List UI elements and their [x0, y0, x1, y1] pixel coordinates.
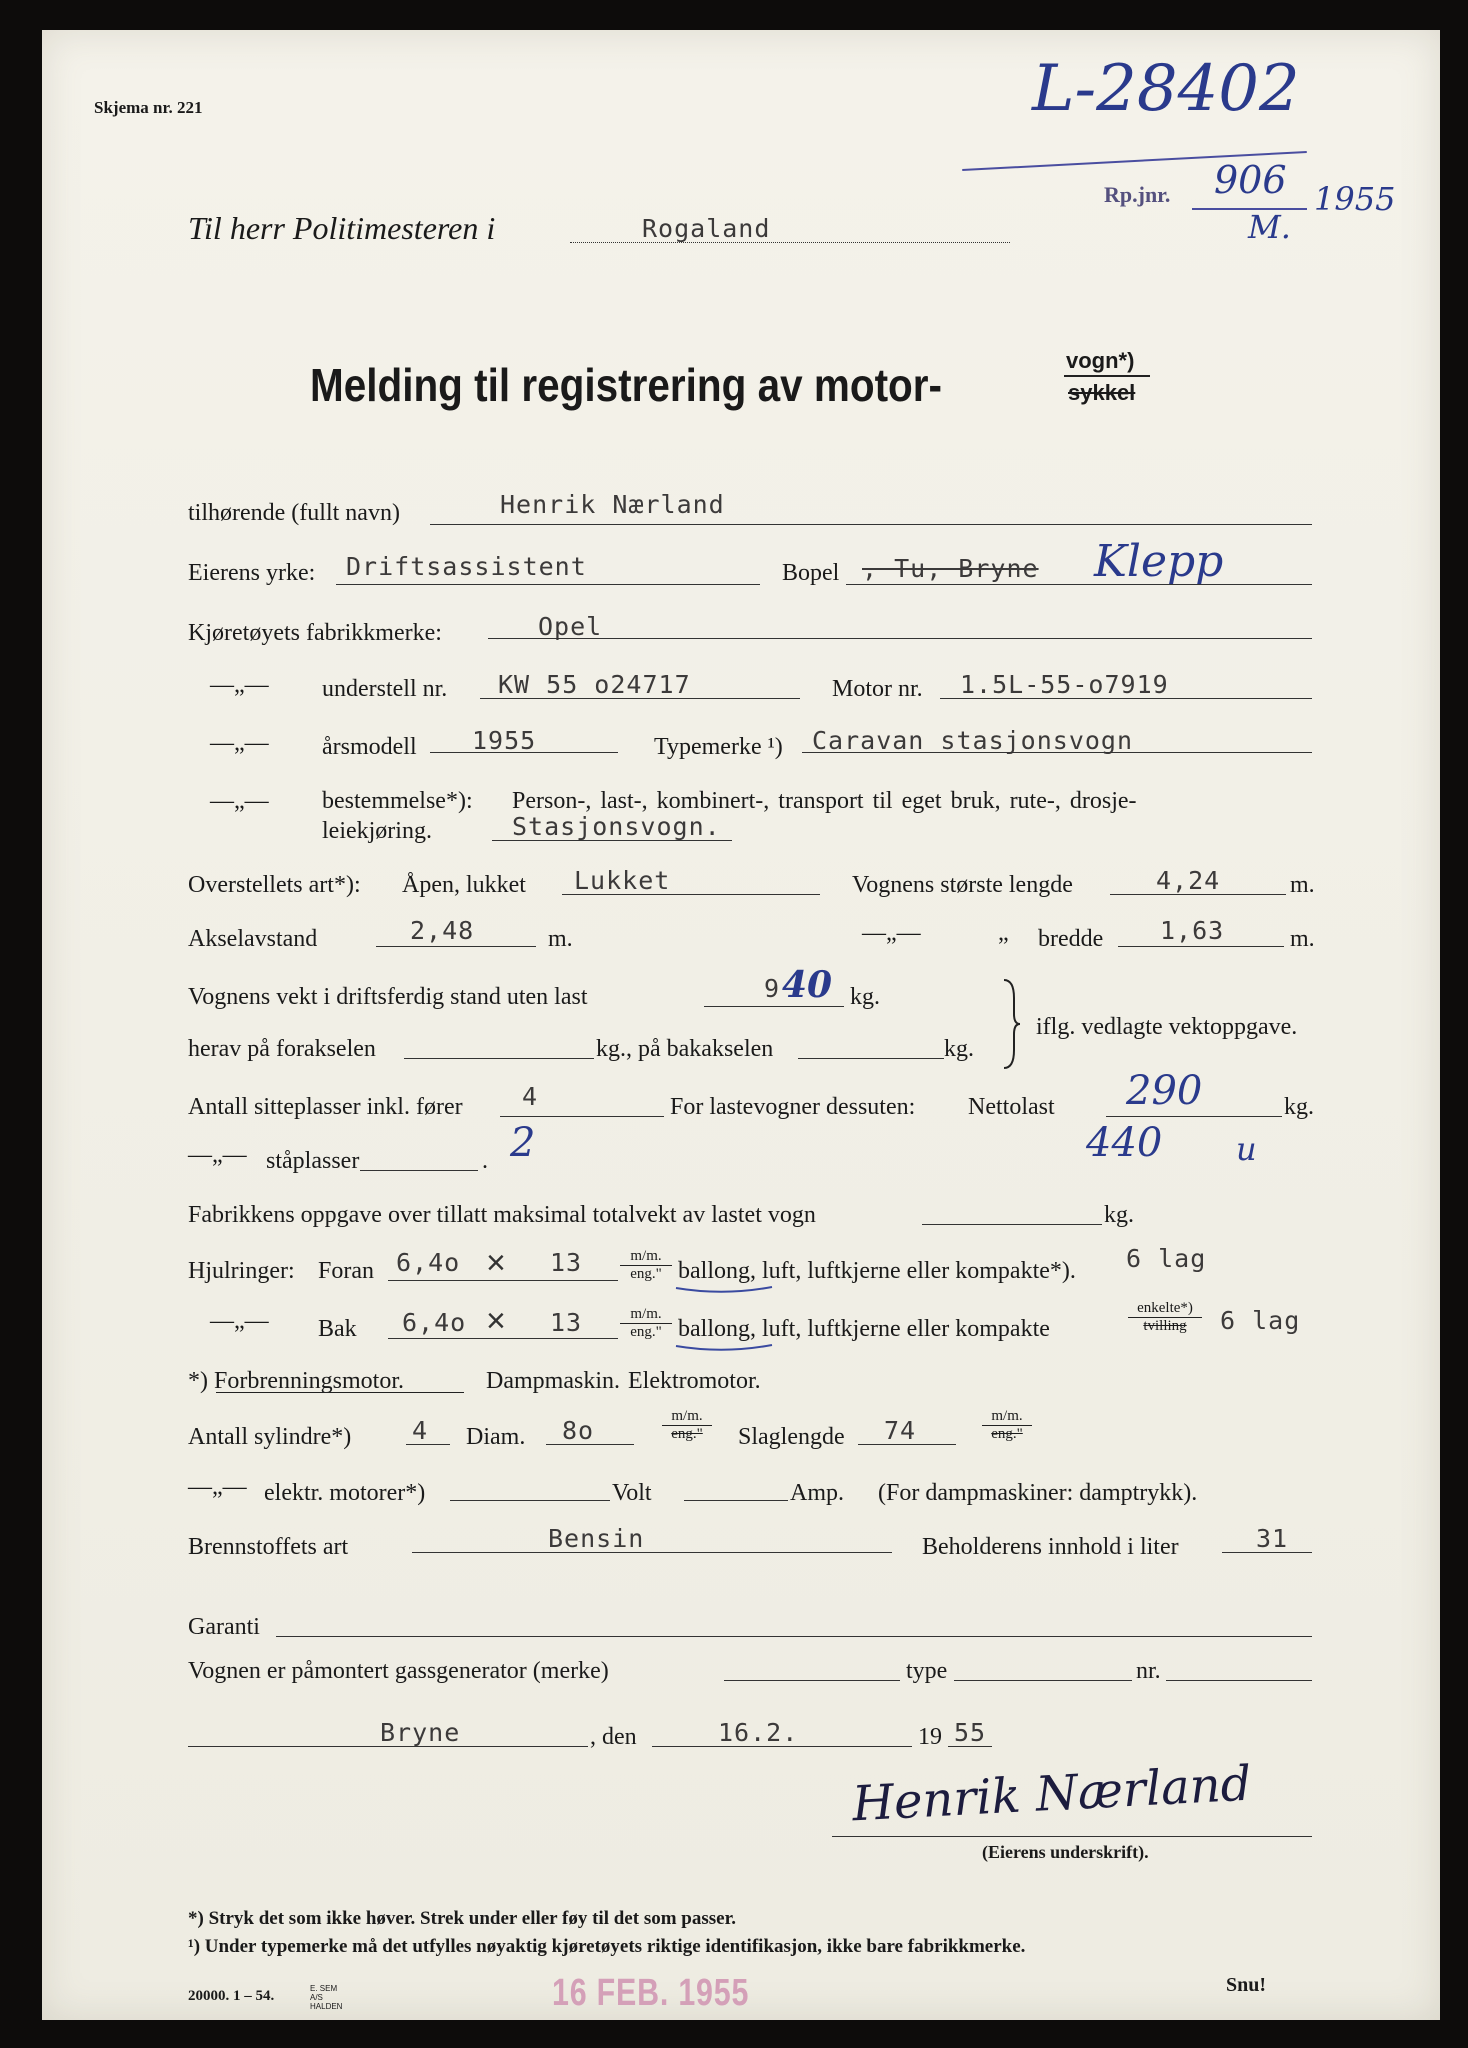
- gas-line: [724, 1680, 900, 1681]
- tire-types: ballong, luft, luftkjerne eller kompakte*).: [678, 1258, 1076, 1284]
- tank-label: Beholderens innhold i liter: [922, 1534, 1179, 1560]
- unit-eng: eng.": [620, 1265, 672, 1283]
- tires-front-times: ×: [486, 1244, 506, 1282]
- standing-value: 2: [510, 1120, 536, 1166]
- purpose-options-2: leiekjøring.: [322, 818, 432, 844]
- tires-front-rim: 13: [550, 1248, 583, 1277]
- form-title: Melding til registrering av motor-: [310, 359, 943, 411]
- occupation-value: Driftsassistent: [346, 552, 587, 581]
- tank-line: [1222, 1552, 1312, 1553]
- twin-option: tvilling: [1128, 1317, 1202, 1335]
- gas-type-line: [954, 1680, 1132, 1681]
- make-label: Kjøretøyets fabrikkmerke:: [188, 620, 442, 646]
- single-option: enkelte*): [1137, 1300, 1193, 1316]
- ditto-mark: —„—: [210, 730, 269, 756]
- max-weight-line: [922, 1224, 1102, 1225]
- make-value: Opel: [538, 612, 603, 641]
- tires-front-label: Foran: [318, 1258, 374, 1284]
- gas-nr-line: [1166, 1680, 1312, 1681]
- received-stamp: 16 FEB. 1955: [552, 1972, 750, 2014]
- year-label: årsmodell: [322, 734, 417, 760]
- rear-axle-label: kg., på bakakselen: [596, 1036, 774, 1062]
- fuel-label: Brennstoffets art: [188, 1534, 349, 1560]
- place-line: [188, 1746, 588, 1747]
- ballong-underline-rear: [674, 1342, 774, 1354]
- unit-mm: m/m.: [630, 1306, 662, 1322]
- wheelbase-line: [376, 946, 536, 947]
- year-line: [430, 752, 618, 753]
- motor-value: 1.5L-55-o7919: [960, 670, 1169, 699]
- year-suffix-line: [948, 1746, 992, 1747]
- net-load-label: Nettolast: [968, 1094, 1055, 1120]
- volt-label: Volt: [612, 1480, 652, 1506]
- case-number: L-28402: [1032, 52, 1300, 126]
- weight-line: [704, 1006, 844, 1007]
- year-suffix: 55: [954, 1718, 987, 1747]
- unit-mm: m/m.: [991, 1408, 1023, 1424]
- body-label: Overstellets art*):: [188, 872, 361, 898]
- occupation-line: [336, 584, 760, 585]
- owner-signature: Henrik Nærland: [850, 1755, 1253, 1833]
- residence-hand: Klepp: [1094, 536, 1224, 587]
- body-value: Lukket: [574, 866, 671, 895]
- addressee-label: Til herr Politimesteren i: [188, 210, 496, 246]
- seats-label: Antall sitteplasser inkl. fører: [188, 1094, 463, 1120]
- gas-type-label: type: [906, 1658, 948, 1684]
- weight-unit: kg.: [850, 984, 880, 1010]
- unit-mm: m/m.: [671, 1408, 703, 1424]
- stroke-label: Slaglengde: [738, 1424, 845, 1450]
- standing-dot: .: [482, 1148, 488, 1174]
- date-label: , den: [590, 1724, 637, 1750]
- length-label: Vognens største lengde: [852, 872, 1073, 898]
- owner-label: tilhørende (fullt navn): [188, 500, 400, 526]
- wheelbase-label: Akselavstand: [188, 926, 318, 952]
- engine-type-combustion: *) Forbrenningsmotor.: [188, 1368, 404, 1394]
- engine-type-electric: Elektromotor.: [628, 1368, 761, 1394]
- ballong-underline: [674, 1284, 774, 1296]
- net-load-unit-2: u: [1236, 1130, 1257, 1168]
- tires-rear-line: [388, 1338, 618, 1339]
- tires-rear-times: ×: [486, 1302, 506, 1340]
- stroke-unit: [982, 1408, 1032, 1443]
- tires-front-unit: [620, 1248, 672, 1283]
- addressee-value: Rogaland: [642, 214, 771, 243]
- print-info: 20000. 1 – 54.: [188, 1988, 275, 2004]
- length-unit: m.: [1290, 872, 1315, 898]
- rear-axle-unit: kg.: [944, 1036, 974, 1062]
- amp-label: Amp.: [790, 1480, 844, 1506]
- tires-rear-rim: 13: [550, 1308, 583, 1337]
- steam-note: (For dampmaskiner: damptrykk).: [878, 1480, 1198, 1506]
- bore-line: [546, 1444, 634, 1445]
- gas-label: Vognen er påmontert gassgenerator (merke): [188, 1658, 609, 1684]
- tires-front-ply: 6 lag: [1126, 1244, 1207, 1273]
- cargo-label: For lastevogner dessuten:: [670, 1094, 916, 1120]
- footnote-2: ¹) Under typemerke må det utfylles nøyaktig kjøretøyets riktige identifikasjon, ikke bare fabrikkmerke.: [188, 1936, 1026, 1957]
- tire-types-rear: ballong, luft, luftkjerne eller kompakte: [678, 1316, 1050, 1342]
- tires-rear-value: 6,4o: [402, 1308, 467, 1337]
- motor-label: Motor nr.: [832, 676, 923, 702]
- chassis-line: [480, 698, 800, 699]
- tires-rear-label: Bak: [318, 1316, 357, 1342]
- weight-value-typed: 9: [764, 974, 781, 1003]
- tires-rear-ply: 6 lag: [1220, 1306, 1301, 1335]
- chassis-label: understell nr.: [322, 676, 448, 702]
- weight-label: Vognens vekt i driftsferdig stand uten last: [188, 984, 588, 1010]
- width-line: [1118, 946, 1284, 947]
- stroke-line: [858, 1444, 956, 1445]
- date-value: 16.2.: [718, 1718, 799, 1747]
- guarantee-label: Garanti: [188, 1614, 260, 1640]
- tires-front-value: 6,4o: [396, 1248, 461, 1277]
- net-load-unit: kg.: [1284, 1094, 1314, 1120]
- length-value: 4,24: [1156, 866, 1221, 895]
- fuel-value: Bensin: [548, 1524, 645, 1553]
- tires-rear-unit: [620, 1306, 672, 1341]
- wheelbase-value: 2,48: [410, 916, 475, 945]
- front-axle-line: [404, 1058, 594, 1059]
- bore-value: 8o: [562, 1416, 595, 1445]
- owner-value: Henrik Nærland: [500, 490, 725, 519]
- width-value: 1,63: [1160, 916, 1225, 945]
- weight-value-hand: 40: [782, 964, 833, 1006]
- ditto-mark: —„—: [862, 920, 921, 946]
- addressee-line: [570, 242, 1010, 243]
- width-unit: m.: [1290, 926, 1315, 952]
- type-label: Typemerke ¹): [654, 734, 783, 760]
- length-line: [1110, 894, 1286, 895]
- engine-type-steam: Dampmaskin.: [486, 1368, 620, 1394]
- ditto-mark: —„—: [188, 1142, 247, 1168]
- chassis-value: KW 55 o24717: [498, 670, 691, 699]
- year-prefix: 19: [918, 1724, 942, 1750]
- turn-over: Snu!: [1226, 1974, 1267, 1996]
- standing-label: ståplasser: [266, 1148, 360, 1174]
- tank-value: 31: [1256, 1524, 1289, 1553]
- title-fraction-bar: [1064, 375, 1150, 377]
- purpose-label: bestemmelse*):: [322, 788, 473, 814]
- occupation-label: Eierens yrke:: [188, 560, 316, 586]
- max-weight-unit: kg.: [1104, 1202, 1134, 1228]
- seats-line: [500, 1116, 664, 1117]
- purpose-options: Person-, last-, kombinert-, transport til eget bruk, rute-, drosje-: [512, 788, 1137, 814]
- journal-year: 1955: [1314, 180, 1396, 218]
- ditto-mark: —„—: [188, 1474, 247, 1500]
- year-value: 1955: [472, 726, 537, 755]
- cylinders-value: 4: [412, 1416, 429, 1445]
- ditto-mark: —„—: [210, 1308, 269, 1334]
- type-line: [802, 752, 1312, 753]
- journal-number: 906: [1214, 158, 1287, 202]
- title-option-vogn: vogn*): [1066, 348, 1135, 373]
- net-load-value-2: 440: [1086, 1120, 1163, 1166]
- make-line: [488, 638, 1312, 639]
- place-value: Bryne: [380, 1718, 461, 1747]
- printer: E. SEM A/S HALDEN: [310, 1984, 343, 2011]
- max-weight-label: Fabrikkens oppgave over tillatt maksimal totalvekt av lastet vogn: [188, 1202, 816, 1228]
- seats-value: 4: [522, 1082, 539, 1111]
- volt-line: [684, 1500, 788, 1501]
- signature-line: [832, 1836, 1312, 1837]
- unit-eng: eng.": [620, 1323, 672, 1341]
- front-axle-label: herav på forakselen: [188, 1036, 376, 1062]
- single-twin: [1128, 1300, 1202, 1335]
- weight-note: iflg. vedlagte vektoppgave.: [1036, 1014, 1298, 1040]
- residence-value: , Tu, Bryne: [862, 554, 1039, 583]
- residence-label: Bopel: [782, 560, 840, 586]
- bore-label: Diam.: [466, 1424, 526, 1450]
- ditto-mark: —„—: [210, 788, 269, 814]
- form-page: [42, 30, 1440, 2020]
- journal-label: Rp.jnr.: [1104, 182, 1171, 207]
- cylinders-label: Antall sylindre*): [188, 1424, 352, 1450]
- motor-line: [940, 698, 1312, 699]
- bore-unit: [662, 1408, 712, 1443]
- standing-line: [360, 1170, 478, 1171]
- electric-label: elektr. motorer*): [264, 1480, 426, 1506]
- signature-caption: (Eierens underskrift).: [982, 1842, 1149, 1862]
- unit-mm: m/m.: [630, 1248, 662, 1264]
- width-ditto: „: [998, 920, 1009, 946]
- form-number: Skjema nr. 221: [94, 98, 203, 117]
- net-load-line: [1106, 1116, 1282, 1117]
- unit-eng: eng.": [982, 1425, 1032, 1443]
- rear-axle-line: [798, 1058, 944, 1059]
- title-option-sykkel: sykkel: [1068, 380, 1136, 405]
- ditto-mark: —„—: [210, 672, 269, 698]
- fuel-line: [412, 1552, 892, 1553]
- residence-line: [846, 584, 1312, 585]
- journal-initials: M.: [1248, 208, 1291, 246]
- purpose-value: Stasjonsvogn.: [512, 812, 721, 841]
- guarantee-line: [276, 1636, 1312, 1637]
- purpose-line: [492, 840, 732, 841]
- body-line: [562, 894, 820, 895]
- electric-line: [450, 1500, 610, 1501]
- weight-brace: [1000, 978, 1022, 1070]
- body-options: Åpen, lukket: [402, 872, 526, 898]
- footnote-1: *) Stryk det som ikke høver. Strek under eller føy til det som passer.: [188, 1908, 737, 1929]
- wheelbase-unit: m.: [548, 926, 573, 952]
- tires-label: Hjulringer:: [188, 1258, 295, 1284]
- width-label: bredde: [1038, 926, 1104, 952]
- stroke-value: 74: [884, 1416, 917, 1445]
- unit-eng: eng.": [662, 1425, 712, 1443]
- cylinders-line: [406, 1444, 450, 1445]
- date-line: [652, 1746, 912, 1747]
- combustion-underline: [216, 1392, 464, 1393]
- owner-line: [430, 524, 1312, 525]
- tires-front-line: [388, 1280, 618, 1281]
- net-load-value: 290: [1126, 1068, 1203, 1114]
- gas-nr-label: nr.: [1136, 1658, 1161, 1684]
- type-value: Caravan stasjonsvogn: [812, 726, 1134, 755]
